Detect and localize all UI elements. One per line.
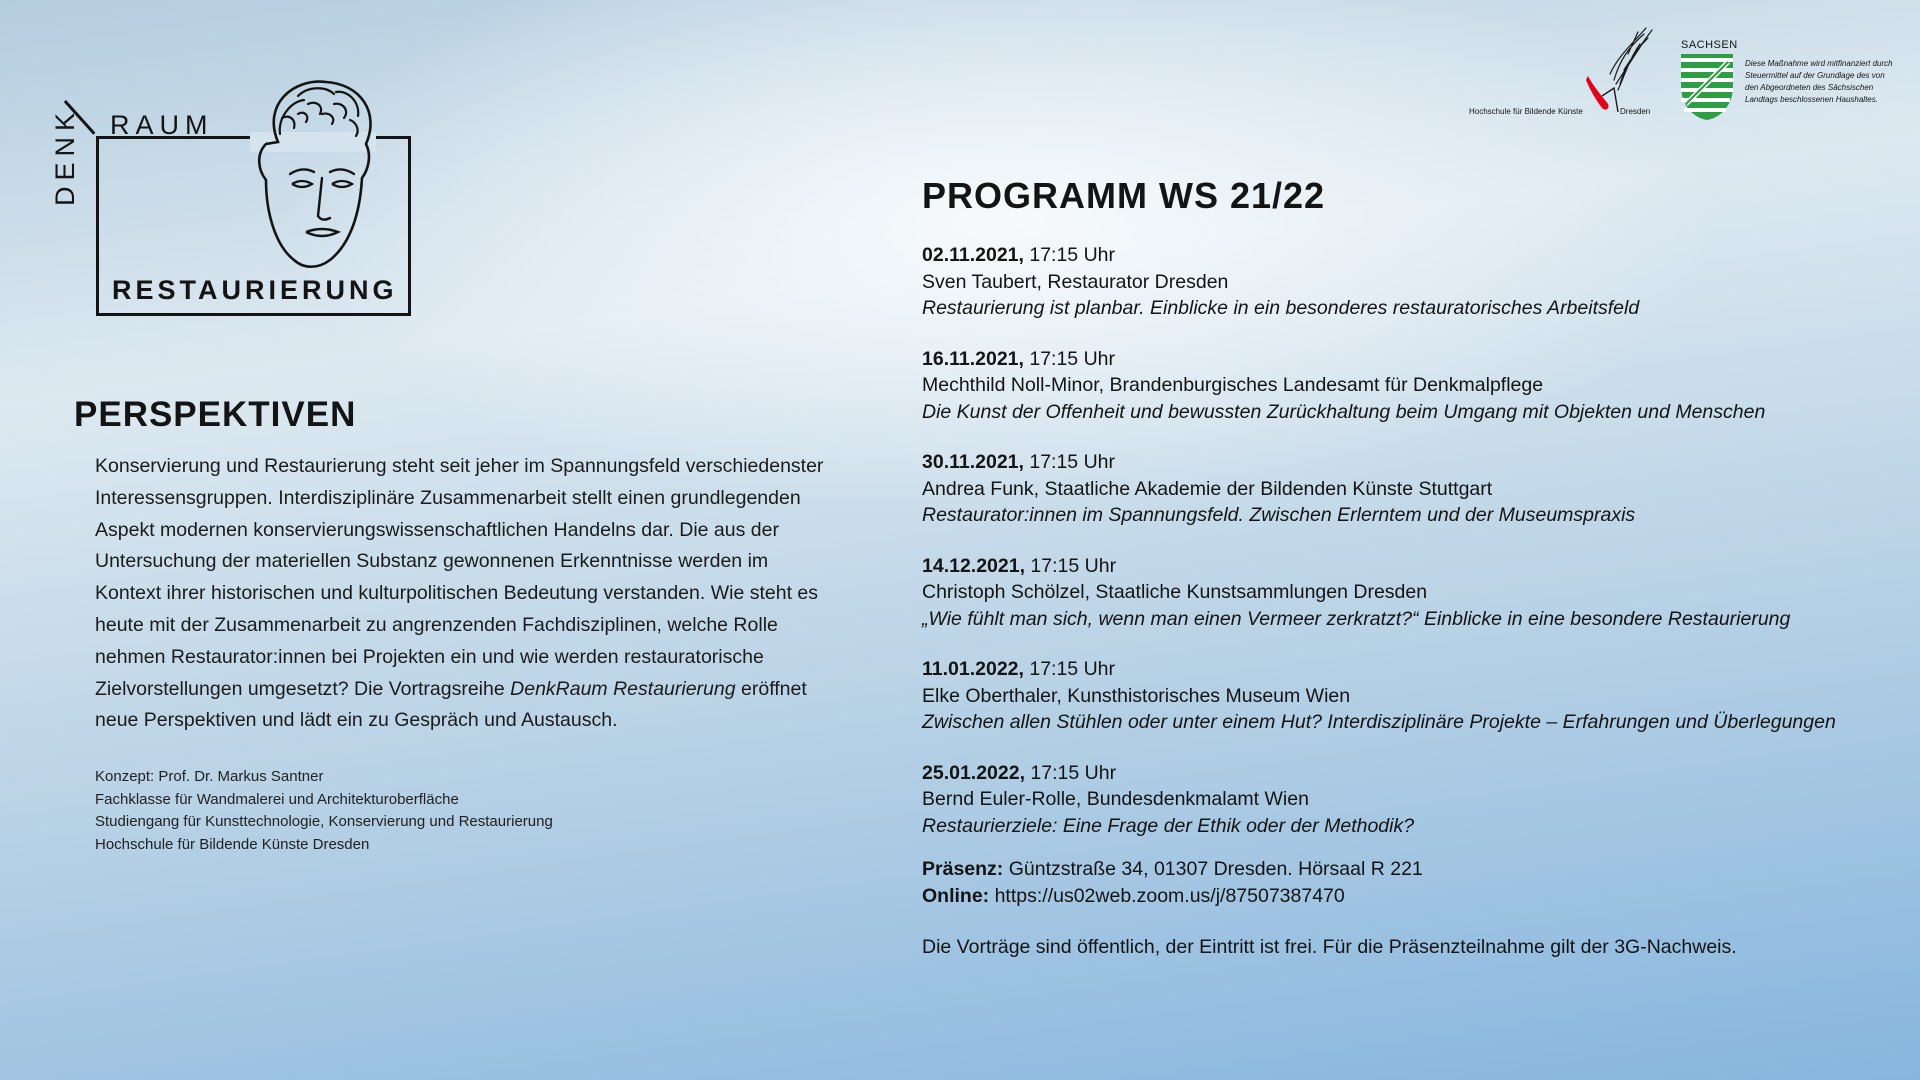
funding-note-line: Landtags beschlossenen Haushaltes. [1745,95,1878,104]
event-speaker: Elke Oberthaler, Kunsthistorisches Museum Wien [922,684,1351,707]
praesenz-address: Güntzstraße 34, 01307 Dresden. Hörsaal R 221 [1003,858,1423,880]
event-date: 16.11.2021, [922,347,1024,370]
event-time: 17:15 Uhr [1023,347,1115,370]
event-item [922,656,1872,736]
event-date: 14.12.2021, [922,554,1026,577]
credit-line: Fachklasse für Wandmalerei und Architekturoberfläche [95,790,459,808]
sachsen-label: SACHSEN [1681,39,1738,51]
event-time: 17:15 Uhr [1023,244,1115,266]
event-time: 17:15 Uhr [1025,554,1117,577]
logo-restaurierung-text: RESTAURIERUNG [112,275,398,305]
venue-info [922,856,1423,909]
admission-note: Die Vorträge sind öffentlich, der Eintritt ist frei. Für die Präsenzteilnahme gilt der 3G-Nachweis. [922,936,1737,958]
funding-note [1745,58,1893,106]
event-speaker: Mechthild Noll-Minor, Brandenburgisches Landesamt für Denkmalpflege [922,374,1544,396]
credit-line: Konzept: Prof. Dr. Markus Santner [95,768,324,785]
credit-line: Hochschule für Bildende Künste Dresden [95,835,370,853]
online-link[interactable]: https://us02web.zoom.us/j/87507387470 [989,884,1345,907]
event-title: Restaurierung ist planbar. Einblicke in ein besonderes restauratorisches Arbeitsfeld [922,297,1640,319]
intro-paragraph [95,451,835,737]
event-title: Restaurierziele: Eine Frage der Ethik oder der Methodik? [922,814,1415,837]
classical-head-icon [238,74,388,270]
event-time: 17:15 Uhr [1025,761,1117,784]
praesenz-label: Präsenz: [922,858,1004,880]
event-title: Die Kunst der Offenheit und bewussten Zurückhaltung beim Umgang mit Objekten und Menschen [922,400,1766,423]
logo-raum-text: RAUM [110,110,214,140]
hfbk-name: Hochschule für Bildende Künste [1469,107,1583,116]
event-date: 30.11.2021, [922,451,1024,473]
funding-note-line: Diese Maßnahme wird mitfinanziert durch [1745,59,1893,68]
online-label: Online: [922,884,990,907]
event-title: Restaurator:innen im Spannungsfeld. Zwischen Erlerntem und der Museumspraxis [922,504,1636,526]
event-title: „Wie fühlt man sich, wenn man einen Vermeer zerkratzt?“ Einblicke in eine besondere Restaurierung [922,607,1791,630]
event-speaker: Andrea Funk, Staatliche Akademie der Bildenden Künste Stuttgart [922,477,1493,500]
credits [95,766,553,856]
event-date: 11.01.2022, [922,658,1024,680]
logo-denk-text: DENK [50,106,80,206]
event-time: 17:15 Uhr [1023,451,1115,473]
event-date: 02.11.2021, [922,244,1024,266]
credit-line: Studiengang für Kunsttechnologie, Konservierung und Restaurierung [95,813,553,830]
event-speaker: Christoph Schölzel, Staatliche Kunstsammlungen Dresden [922,581,1428,603]
event-item [922,242,1872,322]
event-list [922,242,1872,863]
intro-text-end: eröffnet neue Perspektiven und lädt ein zu Gespräch und Austausch. [95,677,807,732]
event-item [922,553,1872,633]
event-time: 17:15 Uhr [1023,658,1115,680]
event-speaker: Bernd Euler-Rolle, Bundesdenkmalamt Wien [922,788,1309,810]
event-speaker: Sven Taubert, Restaurator Dresden [922,270,1229,293]
intro-series-name: DenkRaum Restaurierung [510,677,736,700]
perspektiven-heading: PERSPEKTIVEN [74,395,357,434]
event-title: Zwischen allen Stühlen oder unter einem Hut? Interdisziplinäre Projekte – Erfahrungen und Überlegungen [922,711,1836,733]
programm-title: PROGRAMM WS 21/22 [922,175,1326,216]
event-date: 25.01.2022, [922,761,1026,784]
hfbk-city: Dresden [1620,107,1651,116]
event-item [922,760,1872,840]
event-item [922,346,1872,426]
denkraum-logo [50,70,422,330]
intro-text-start: Konservierung und Restaurierung steht seit jeher im Spannungsfeld verschiedenster Interessensgruppen. Interdisziplinäre Zusammenarbeit stellt einen grundlegenden Aspekt modernen konservierungswissenschaftlichen Handelns dar. Die aus der Untersuchung der materiellen Substanz gewonnenen Erkenntnisse werden im Kontext ihrer historischen und kulturpolitischen Bedeutung verstanden. Wie steht es heute mit der Zusammenarbeit zu angrenzenden Fachdisziplinen, welche Rolle nehmen Restaurator:innen bei Projekten ein und wie werden restauratorische Zielvorstellungen umgesetzt? Die Vortragsreihe [95,455,824,700]
sachsen-crest-icon [1680,40,1738,122]
funding-note-line: den Abgeordneten des Sächsischen [1745,83,1874,92]
funding-note-line: Steuermittel auf der Grundlage des von [1745,71,1885,80]
event-item [922,449,1872,529]
